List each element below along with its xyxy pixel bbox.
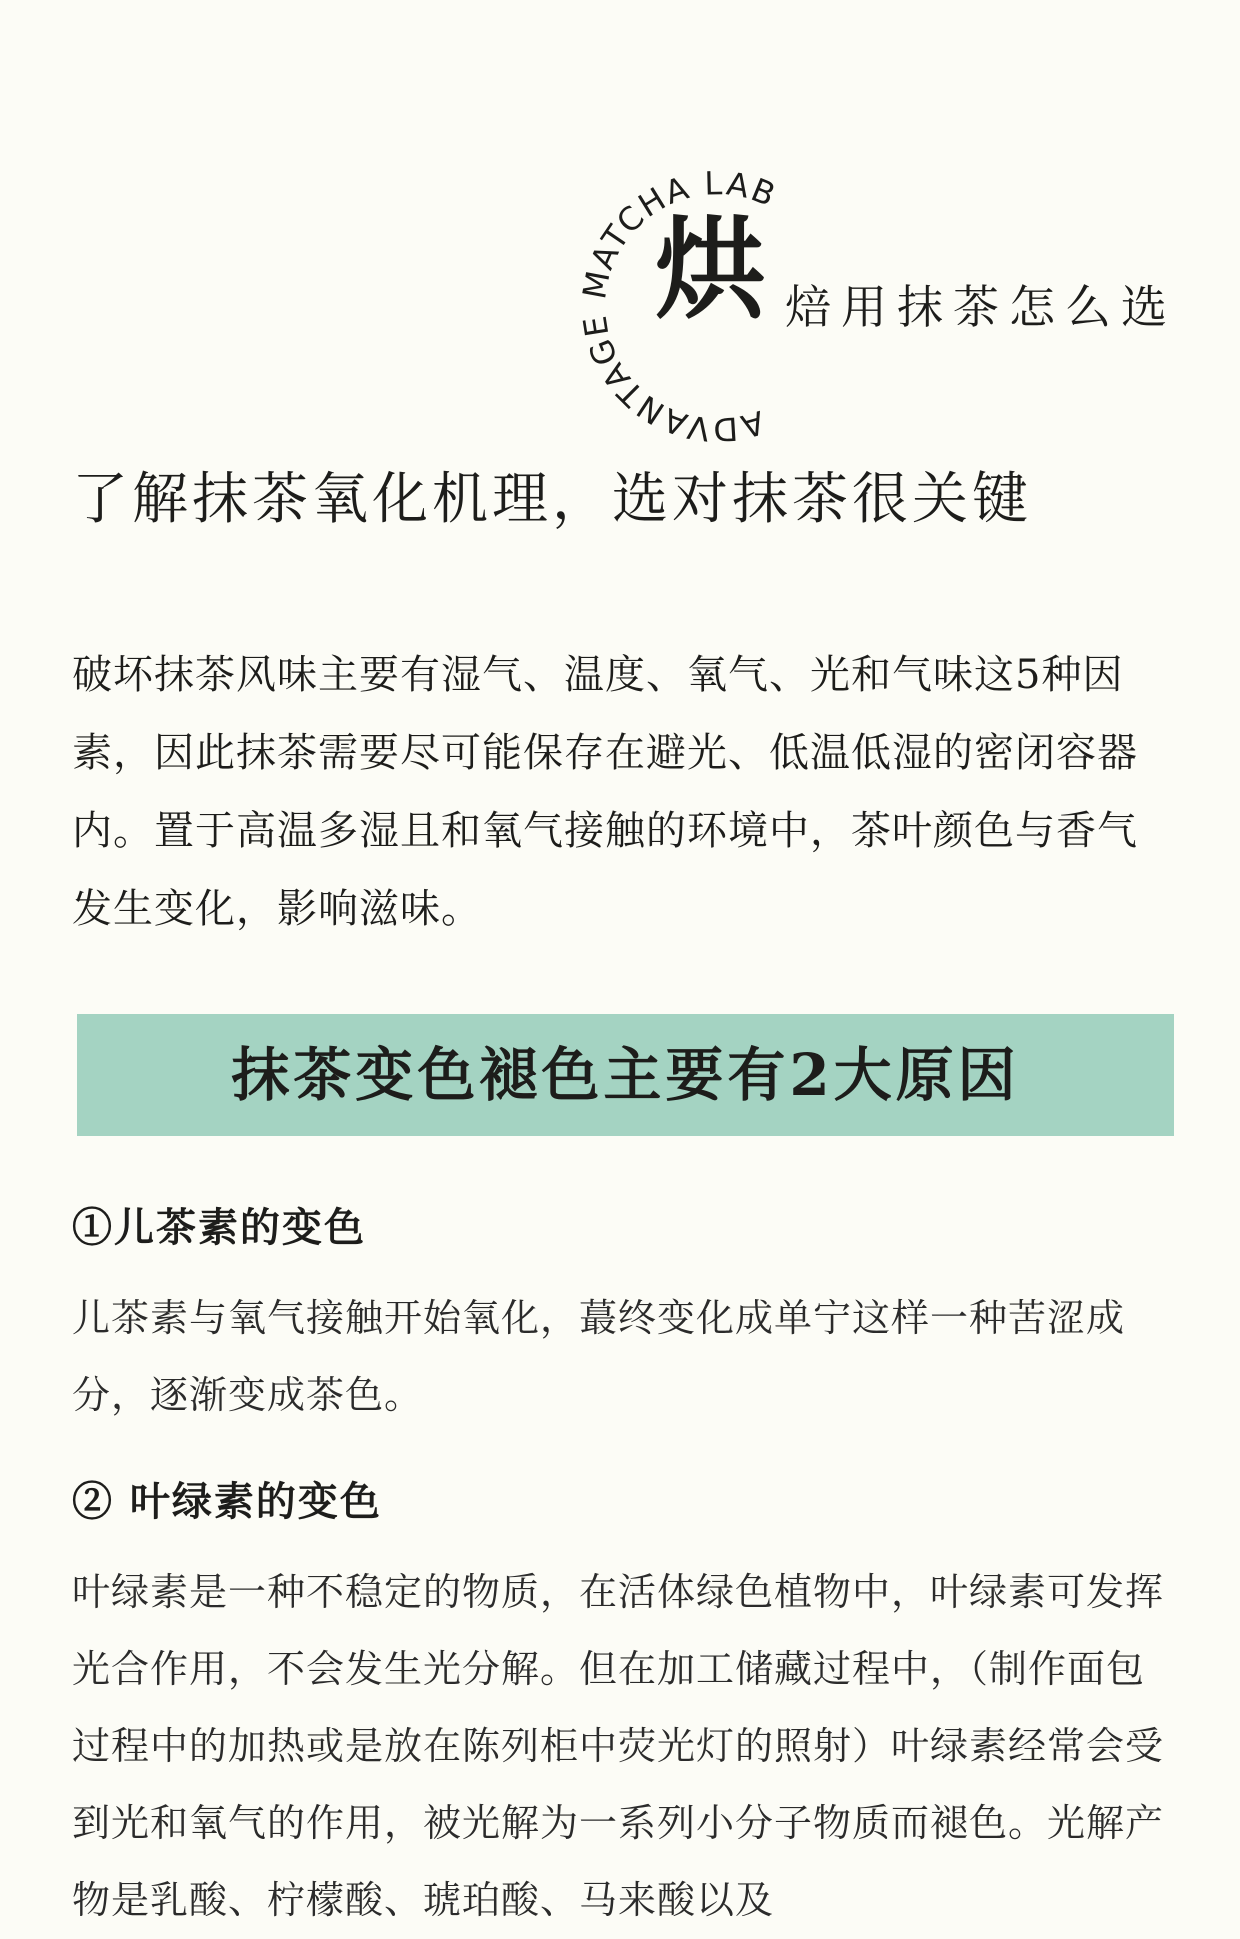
section-banner	[77, 1014, 1174, 1136]
section-chlorophyll	[72, 1478, 1172, 1939]
section-body: 叶绿素是一种不稳定的物质，在活体绿色植物中，叶绿素可发挥光合作用，不会发生光分解。但在加工储藏过程中，（制作面包过程中的加热或是放在陈列柜中荧光灯的照射）叶绿素经常会受到光和氧气的作用，被光解为一系列小分子物质而褪色。光解产物是乳酸、柠檬酸、琥珀酸、马来酸以及	[72, 1570, 1165, 1922]
banner-title: 抹茶变色褪色主要有2大原因	[231, 1041, 1020, 1109]
section-catechin	[72, 1204, 1172, 1434]
intro-paragraph: 破坏抹茶风味主要有湿气、温度、氧气、光和气味这5种因素，因此抹茶需要尽可能保存在避光、低温低湿的密闭容器内。置于高温多湿且和氧气接触的环境中，茶叶颜色与香气发生变化，影响滋味。	[72, 652, 1138, 932]
logo-big-character: 烘	[655, 205, 765, 334]
page-headline: 了解抹茶氧化机理，选对抹茶很关键	[72, 467, 1032, 532]
section-title: ② 叶绿素的变色	[72, 1478, 382, 1525]
header-logo	[575, 160, 1215, 449]
section-title: ①儿茶素的变色	[72, 1204, 366, 1251]
header-subtitle: 焙用抹茶怎么选	[785, 280, 1177, 334]
circle-text: ADVANTAGE MATCHA LAB	[575, 164, 783, 449]
section-body: 儿茶素与氧气接触开始氧化，蕞终变化成单宁这样一种苦涩成分，逐渐变成茶色。	[72, 1296, 1126, 1417]
